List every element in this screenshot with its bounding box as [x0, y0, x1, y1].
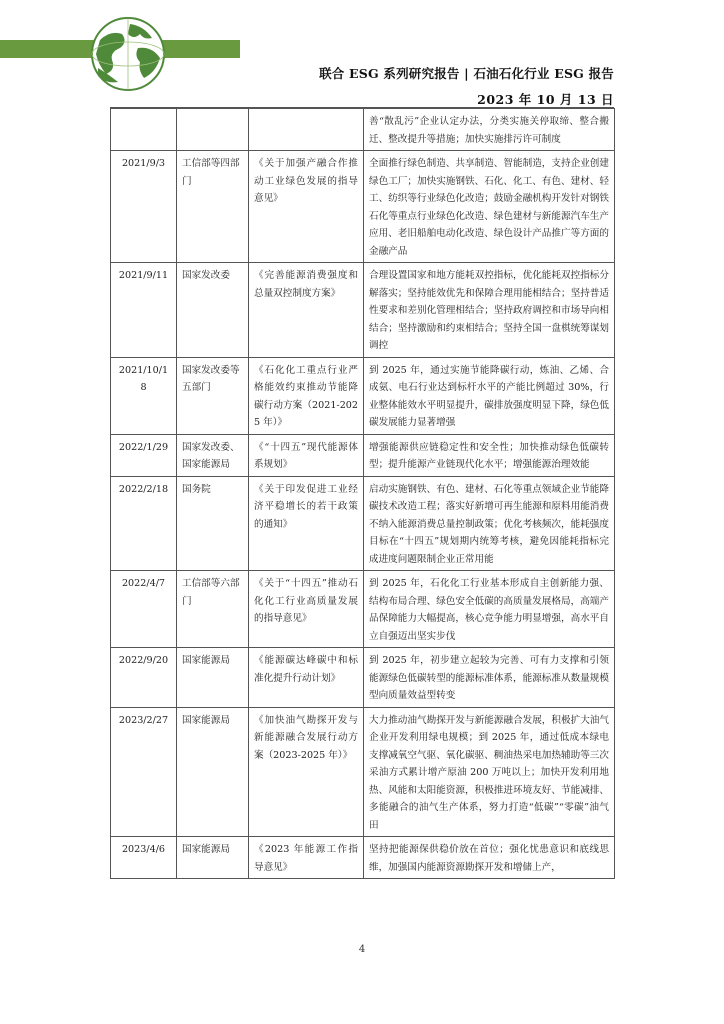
globe-logo-icon: [0, 10, 240, 100]
cell-content: 善“散乱污”企业认定办法，分类实施关停取缔、整合搬迁、整改提升等措施；加快实施排污许可制度: [364, 109, 615, 151]
cell-agency: 国家能源局: [177, 707, 249, 837]
cell-date: 2022/9/20: [111, 648, 177, 708]
cell-date: 2021/10/18: [111, 357, 177, 434]
cell-agency: 国家能源局: [177, 837, 249, 879]
cell-policy: 《加快油气勘探开发与新能源融合发展行动方案（2023-2025 年）》: [249, 707, 364, 837]
cell-content: 启动实施钢铁、有色、建材、石化等重点领域企业节能降碳技术改造工程；落实好新增可再生能源和原料用能消费不纳入能源消费总量控制政策；优化考核频次，能耗强度目标在“十四五”规划期内统筹考核，避免因能耗指标完成进度问题限制企业正常用能: [364, 476, 615, 571]
cell-policy: 《“十四五”现代能源体系规划》: [249, 434, 364, 476]
cell-date: 2023/2/27: [111, 707, 177, 837]
cell-agency: [177, 109, 249, 151]
cell-policy: 《能源碳达峰碳中和标准化提升行动计划》: [249, 648, 364, 708]
cell-date: 2023/4/6: [111, 837, 177, 879]
cell-agency: 工信部等四部门: [177, 151, 249, 263]
table-row: [111, 837, 615, 879]
cell-policy: 《关于“十四五”推动石化化工行业高质量发展的指导意见》: [249, 571, 364, 648]
table-row: [111, 648, 615, 708]
cell-policy: 《关于印发促进工业经济平稳增长的若干政策的通知》: [249, 476, 364, 571]
cell-agency: 国家发改委: [177, 263, 249, 358]
report-date: 2023 年 10 月 13 日: [477, 92, 614, 107]
cell-date: 2021/9/3: [111, 151, 177, 263]
cell-agency: 工信部等六部门: [177, 571, 249, 648]
cell-policy: 《2023 年能源工作指导意见》: [249, 837, 364, 879]
table-row: [111, 476, 615, 571]
cell-date: [111, 109, 177, 151]
cell-content: 到 2025 年，通过实施节能降碳行动，炼油、乙烯、合成氨、电石行业达到标杆水平的产能比例超过 30%，行业整体能效水平明显提升，碳排放强度明显下降，绿色低碳发展能力显著增强: [364, 357, 615, 434]
cell-date: 2022/1/29: [111, 434, 177, 476]
cell-policy: 《完善能源消费强度和总量双控制度方案》: [249, 263, 364, 358]
table-row: [111, 151, 615, 263]
cell-agency: 国家能源局: [177, 648, 249, 708]
cell-policy: 《关于加强产融合作推动工业绿色发展的指导意见》: [249, 151, 364, 263]
cell-date: 2022/4/7: [111, 571, 177, 648]
cell-content: 大力推动油气勘探开发与新能源融合发展，积极扩大油气企业开发利用绿电规模；到 2025 年，通过低成本绿电支撑减氧空气驱、氧化碳驱、稠油热采电加热辅助等三次采油方式累计增产原油 200 万吨以上；加快开发利用地热、风能和太阳能资源，积极推进环境友好、节能减排、多能融合的油气生产体系，努力打造“低碳”“零碳”油气田: [364, 707, 615, 837]
cell-agency: 国家发改委等五部门: [177, 357, 249, 434]
cell-content: 增强能源供应链稳定性和安全性；加快推动绿色低碳转型；提升能源产业链现代化水平；增强能源治理效能: [364, 434, 615, 476]
report-title: 联合 ESG 系列研究报告 | 石油石化行业 ESG 报告: [319, 66, 614, 81]
cell-content: 全面推行绿色制造、共享制造、智能制造，支持企业创建绿色工厂；加快实施钢铁、石化、化工、有色、建材、轻工、纺织等行业绿色化改造；鼓励金融机构开发针对钢铁石化等重点行业绿色化改造、绿色建材与新能源汽车生产应用、老旧船舶电动化改造、绿色设计产品推广等方面的金融产品: [364, 151, 615, 263]
cell-policy: 《石化化工重点行业严格能效约束推动节能降碳行动方案（2021-2025 年）》: [249, 357, 364, 434]
cell-agency: 国家发改委、国家能源局: [177, 434, 249, 476]
table-row: [111, 434, 615, 476]
cell-content: 到 2025 年，石化化工行业基本形成自主创新能力强、结构布局合理、绿色安全低碳的高质量发展格局，高端产品保障能力大幅提高，核心竞争能力明显增强，高水平自立自强迈出坚实步伐: [364, 571, 615, 648]
cell-date: 2021/9/11: [111, 263, 177, 358]
table-row: [111, 357, 615, 434]
policy-table: [110, 108, 615, 879]
cell-content: 到 2025 年，初步建立起较为完善、可有力支撑和引领能源绿色低碳转型的能源标准体系，能源标准从数量规模型向质量效益型转变: [364, 648, 615, 708]
table-row: [111, 707, 615, 837]
cell-policy: [249, 109, 364, 151]
table-row: [111, 263, 615, 358]
cell-agency: 国务院: [177, 476, 249, 571]
table-row: [111, 109, 615, 151]
table-row: [111, 571, 615, 648]
page-number: 4: [358, 944, 366, 955]
cell-date: 2022/2/18: [111, 476, 177, 571]
cell-content: 坚持把能源保供稳价放在首位；强化忧患意识和底线思维，加强国内能源资源勘探开发和增储上产，: [364, 837, 615, 879]
cell-content: 合理设置国家和地方能耗双控指标，优化能耗双控指标分解落实；坚持能效优先和保障合理用能相结合；坚持普适性要求和差别化管理相结合；坚持政府调控和市场导向相结合；坚持激励和约束相结合；坚持全国一盘棋统筹谋划调控: [364, 263, 615, 358]
